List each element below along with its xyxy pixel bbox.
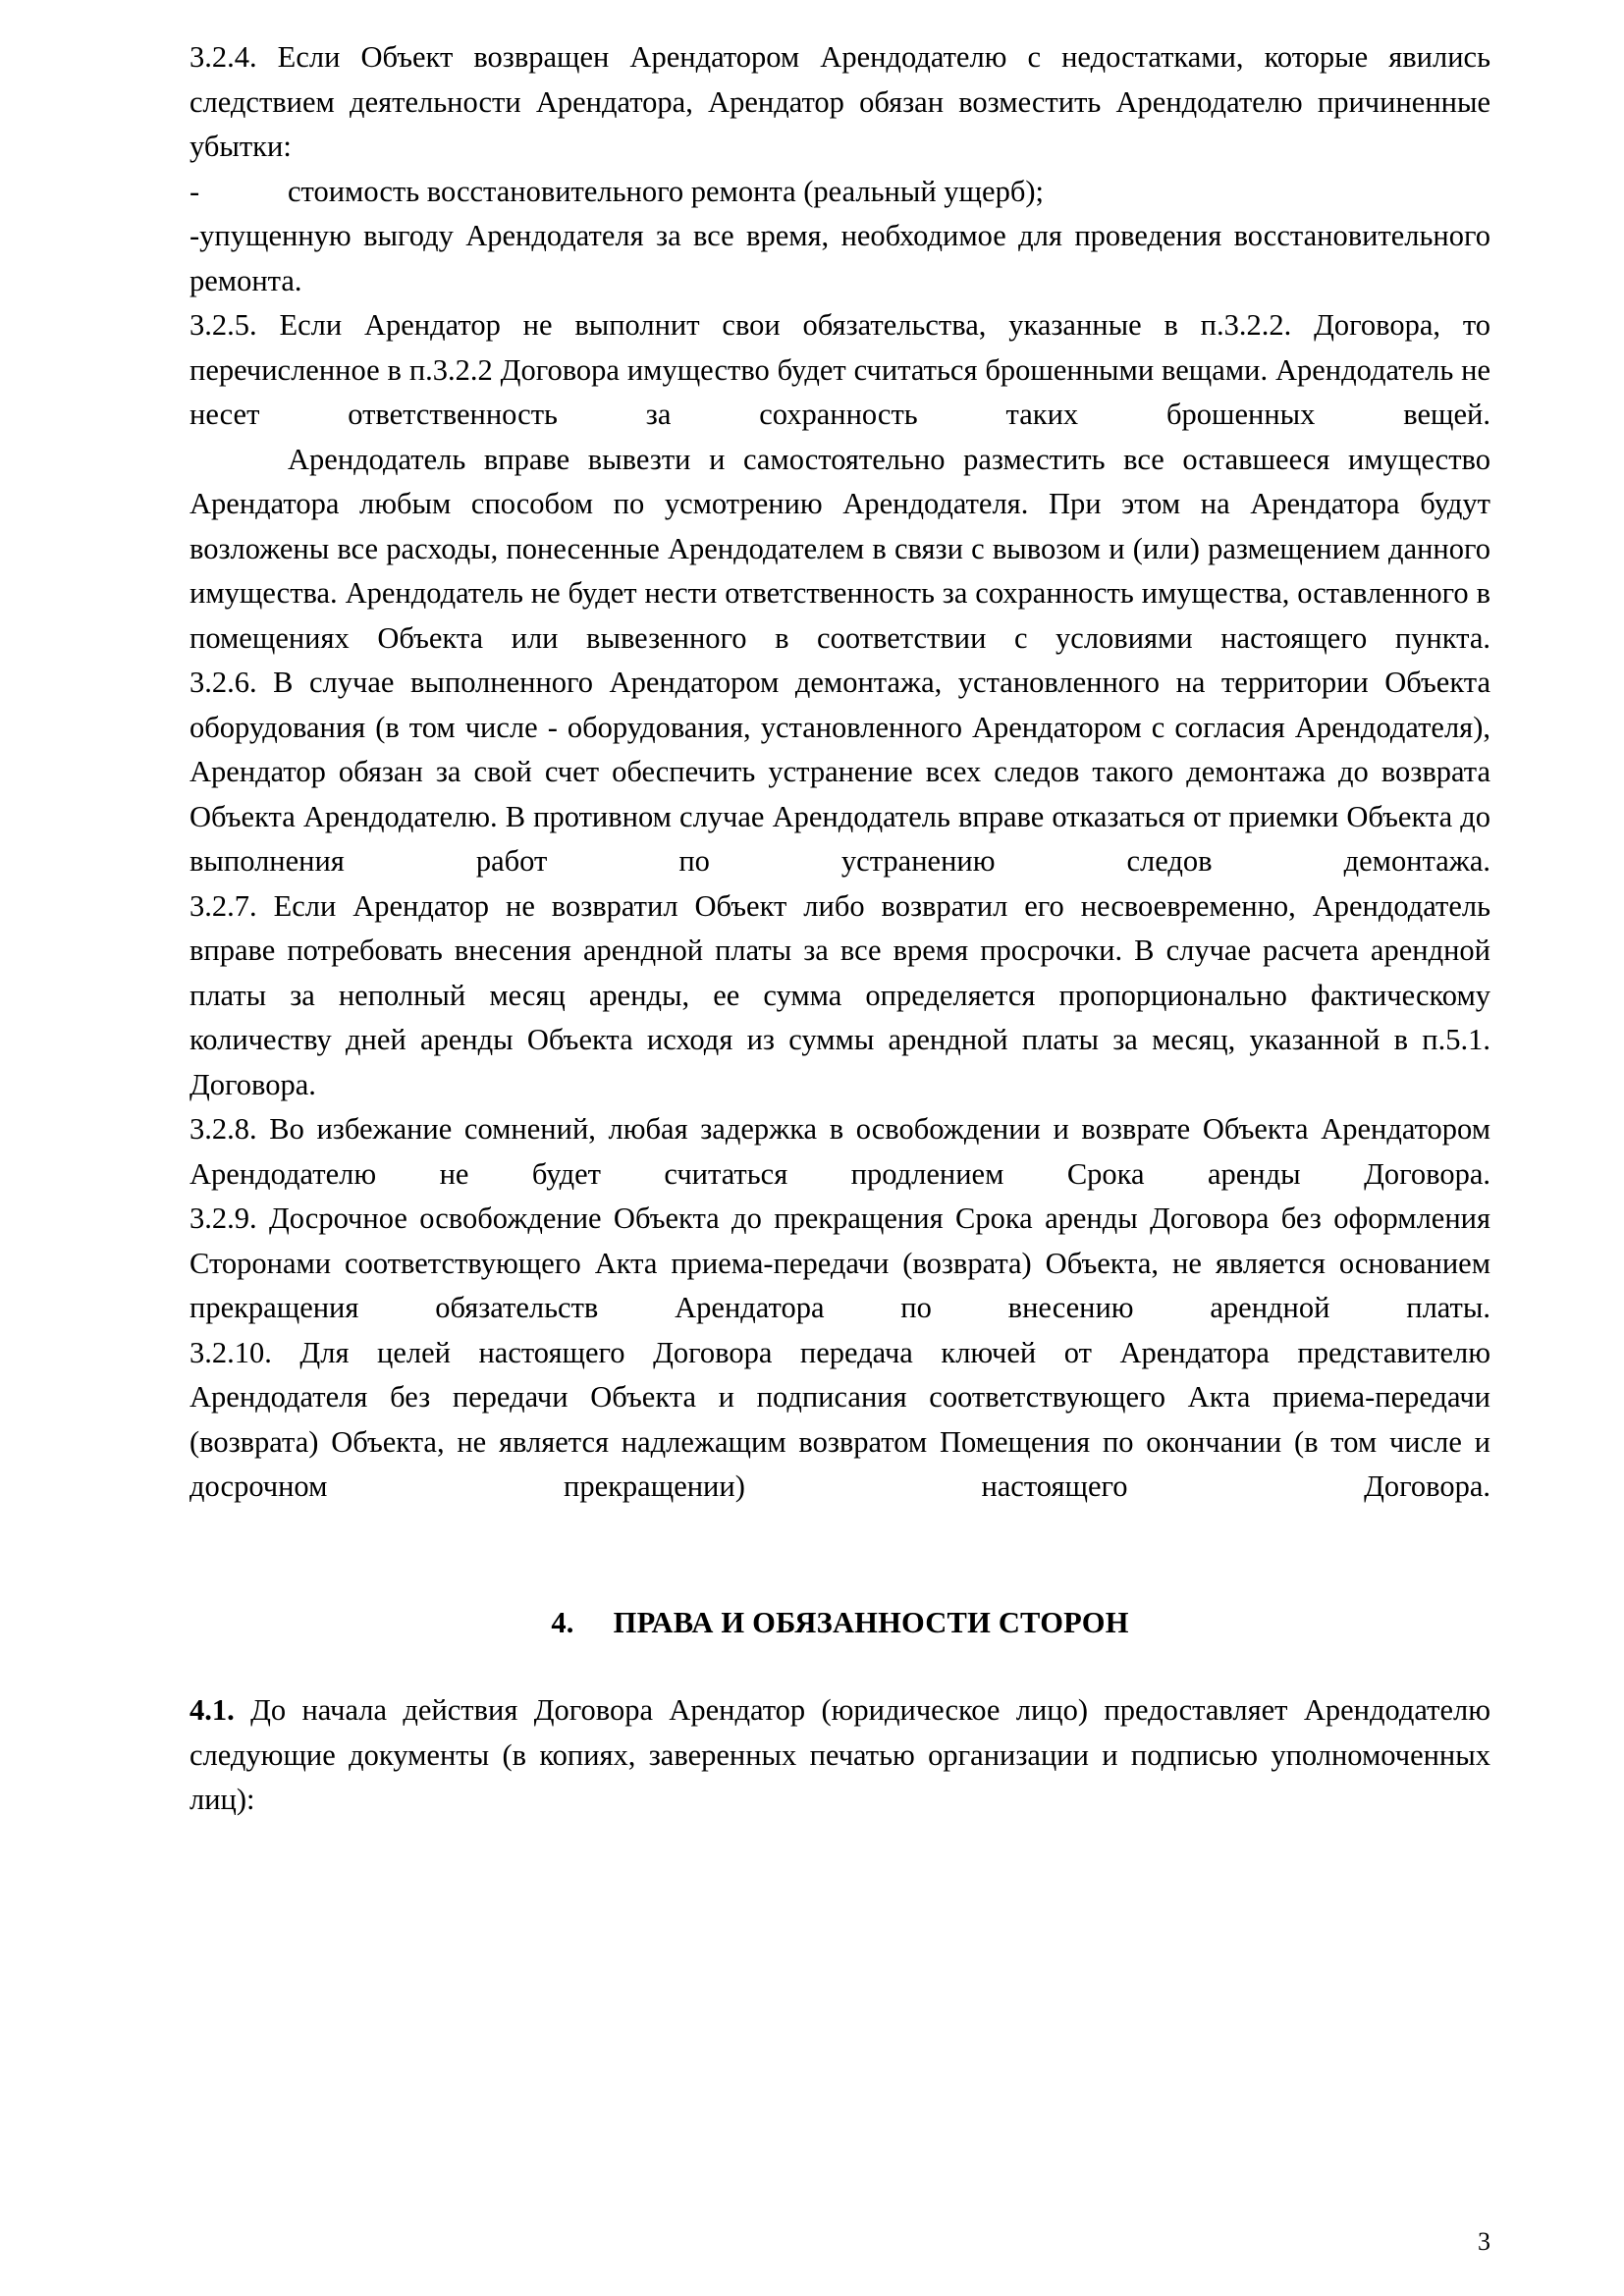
clause-4-1-text: До начала действия Договора Арендатор (юридическое лицо) предоставляет Арендодателю следующие документы (в копиях, заверенных печатью организации и подписью уполномоченных лиц): — [189, 1693, 1490, 1816]
clause-3-2-7: 3.2.7. Если Арендатор не возвратил Объект либо возвратил его несвоевременно, Арендодатель вправе потребовать внесения арендной платы за все время просрочки. В случае расчета арендной платы за неполный месяц аренды, ее сумма определяется пропорционально фактическому количеству дней аренды Объекта исходя из суммы арендной платы за месяц, указанной в п.5.1. Договора. — [189, 888, 1490, 1101]
document-body — [189, 35, 1490, 1823]
clause-3-2-5-continuation: Арендодатель вправе вывезти и самостоятельно разместить все оставшееся имущество Арендатора любым способом по усмотрению Арендодателя. При этом на Арендатора будут возложены все расходы, понесенные Арендодателем в связи с вывозом и (или) размещением данного имущества. Арендодатель не будет нести ответственность за сохранность имущества, оставленного в помещениях Объекта или вывезенного в соответствии с условиями настоящего пункта. — [189, 442, 1490, 655]
heading-spacer-below — [189, 1645, 1490, 1688]
clause-3-2-4: 3.2.4. Если Объект возвращен Арендатором Арендодателю с недостатками, которые явились следствием деятельности Арендатора, Арендатор обязан возместить Арендодателю причиненные убытки: — [189, 40, 1490, 163]
bullet-dash-icon: - — [189, 219, 200, 252]
list-item — [189, 170, 1490, 215]
clause-3-2-8: 3.2.8. Во избежание сомнений, любая задержка в освобождении и возврате Объекта Арендатором Арендодателю не будет считаться продлением Срока аренды Договора. — [189, 1112, 1490, 1191]
heading-spacer-above — [189, 1510, 1490, 1557]
clause-3-2-5: 3.2.5. Если Арендатор не выполнит свои обязательства, указанные в п.3.2.2. Договора, то перечисленное в п.3.2.2 Договора имущество будет считаться брошенными вещами. Арендодатель не несет ответственность за сохранность таких брошенных вещей. — [189, 308, 1490, 431]
list-item-label: упущенную выгоду Арендодателя за все время, необходимое для проведения восстановительного ремонта. — [189, 219, 1490, 297]
page-title — [189, 1601, 1490, 1646]
page-number: 3 — [1478, 2227, 1490, 2256]
clause-3-2-9: 3.2.9. Досрочное освобождение Объекта до прекращения Срока аренды Договора без оформления Сторонами соответствующего Акта приема-передачи (возврата) Объекта, не является основанием прекращения обязательств Арендатора по внесению арендной платы. — [189, 1201, 1490, 1324]
section-number: 4. — [551, 1605, 574, 1639]
clause-4-1-number: 4.1. — [189, 1693, 235, 1727]
section-title-text: ПРАВА И ОБЯЗАННОСТИ СТОРОН — [613, 1605, 1129, 1639]
clause-3-2-6: 3.2.6. В случае выполненного Арендатором демонтажа, установленного на территории Объекта оборудования (в том числе - оборудования, установленного Арендатором с согласия Арендодателя), Арендатор обязан за свой счет обеспечить устранение всех следов такого демонтажа до возврата Объекта Арендодателю. В противном случае Арендодатель вправе отказаться от приемки Объекта до выполнения работ по устранению следов демонтажа. — [189, 666, 1490, 878]
clause-3-2-10: 3.2.10. Для целей настоящего Договора передача ключей от Арендатора представителю Арендодателя без передачи Объекта и подписания соответствующего Акта приема-передачи (возврата) Объекта, не является надлежащим возвратом Помещения по окончании (в том числе и досрочном прекращении) настоящего Договора. — [189, 1335, 1490, 1503]
bullet-dash-icon: - — [189, 174, 200, 208]
list-item-label: стоимость восстановительного ремонта (реальный ущерб); — [288, 174, 1044, 208]
list-item-wrapped — [189, 214, 1490, 303]
clause-4-1 — [189, 1688, 1490, 1823]
